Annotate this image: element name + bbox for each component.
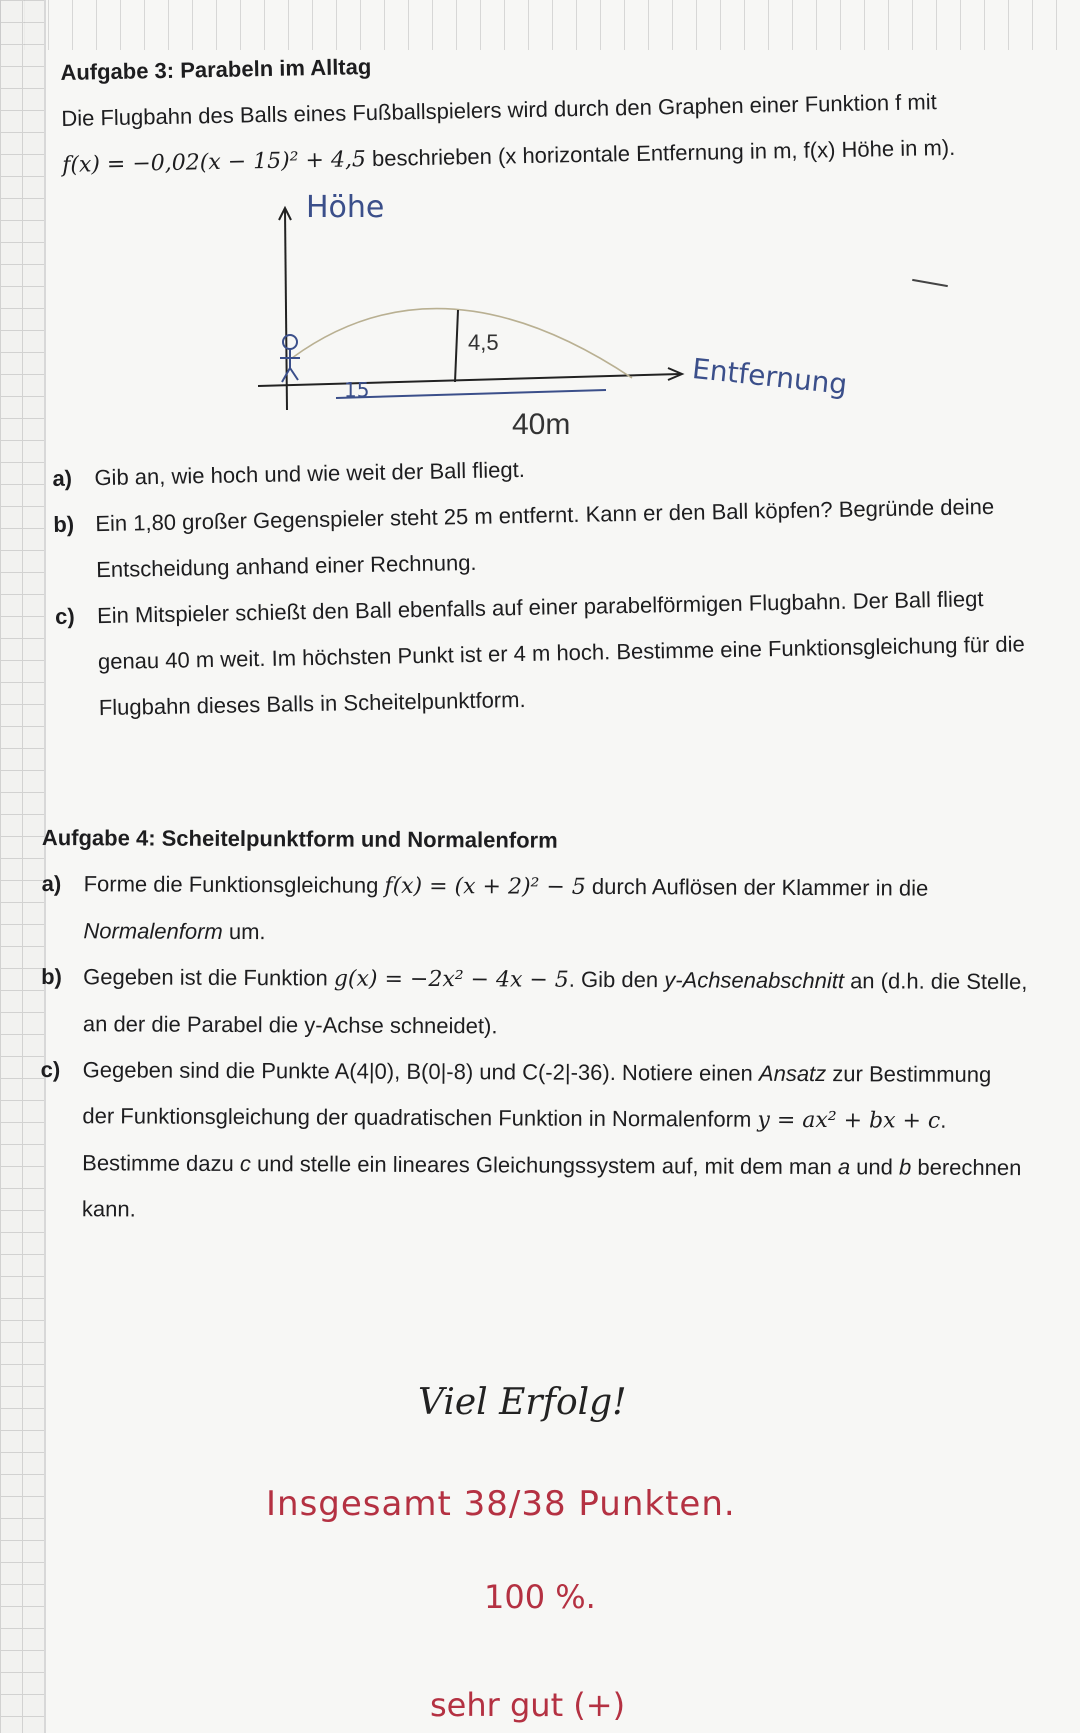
task-4b bbox=[41, 954, 1061, 1052]
text: Forme die Funktionsgleichung bbox=[83, 871, 385, 898]
item-label: c) bbox=[40, 1056, 61, 1083]
text: . Gib den bbox=[568, 966, 665, 993]
text: um. bbox=[222, 918, 266, 945]
task-3c bbox=[55, 575, 1067, 732]
task-4c-line2 bbox=[82, 1093, 1060, 1145]
total-score: Insgesamt 38/38 Punkten. bbox=[266, 1484, 736, 1524]
task-3-title: Aufgabe 3: Parabeln im Alltag bbox=[60, 54, 372, 85]
text: Gegeben ist die Funktion bbox=[83, 964, 334, 991]
task-4a-formula: f(x) = (x + 2)² − 5 bbox=[384, 873, 586, 900]
task-4b-formula: g(x) = −2x² − 4x − 5 bbox=[333, 966, 569, 993]
task-3c-line3: Flugbahn dieses Balls in Scheitelpunktform. bbox=[98, 686, 526, 721]
closing-greeting: Viel Erfolg! bbox=[418, 1382, 627, 1423]
text: und stelle ein lineares Gleichungssystem auf, mit dem man bbox=[250, 1151, 838, 1180]
task-4a-line1 bbox=[84, 861, 1062, 913]
task-4c-formula: y = ax² + bx + c bbox=[757, 1107, 941, 1134]
text: der Funktionsgleichung der quadratischen Funktion in Normalenform bbox=[82, 1103, 758, 1132]
emphasis: a bbox=[837, 1154, 851, 1180]
emphasis: c bbox=[239, 1151, 251, 1177]
text: durch Auflösen der Klammer in die bbox=[585, 873, 929, 901]
task-4a bbox=[41, 861, 1061, 959]
score-percent: 100 %. bbox=[484, 1578, 596, 1616]
grade-note: sehr gut (+) bbox=[430, 1686, 626, 1724]
sketch-vertex-marker bbox=[455, 310, 458, 382]
stick-figure-icon bbox=[280, 335, 300, 382]
sketch-y-axis-label: Höhe bbox=[306, 190, 385, 225]
task-3-items bbox=[52, 437, 1067, 732]
task-3a-line1: Gib an, wie hoch und wie weit der Ball fliegt. bbox=[94, 456, 526, 491]
text: berechnen bbox=[911, 1154, 1022, 1181]
item-label: c) bbox=[54, 603, 75, 629]
text: und bbox=[850, 1154, 900, 1180]
task-3 bbox=[60, 31, 1062, 189]
task-4-title: Aufgabe 4: Scheitelpunktform und Normalenform bbox=[41, 824, 558, 853]
sketch-range-line bbox=[336, 390, 606, 398]
emphasis: Normalenform bbox=[83, 918, 223, 944]
text: Bestimme dazu bbox=[82, 1150, 240, 1177]
task-4c-line4: kann. bbox=[81, 1196, 136, 1222]
sketch-vertex-x-label: 15 bbox=[344, 378, 370, 402]
task-3b-line2: Entscheidung anhand einer Rechnung. bbox=[95, 549, 477, 583]
task-3c-line2: genau 40 m weit. Im höchsten Punkt ist er 4 m hoch. Bestimme eine Funktionsgleichung für die bbox=[97, 631, 1025, 675]
task-4a-line2 bbox=[83, 908, 1061, 959]
item-label: b) bbox=[53, 511, 75, 537]
task-4b-line2: an der die Parabel die y-Achse schneidet). bbox=[82, 1011, 498, 1039]
task-3-intro-line1: Die Flugbahn des Balls eines Fußballspielers wird durch den Graphen einer Funktion f mit bbox=[61, 89, 937, 131]
task-4c bbox=[40, 1047, 1061, 1237]
sketch-range-label: 40m bbox=[512, 408, 571, 441]
text: an (d.h. die Stelle, bbox=[843, 968, 1028, 995]
emphasis: y-Achsenabschnitt bbox=[664, 967, 845, 994]
sketch-peak-label: 4,5 bbox=[468, 330, 499, 355]
text: . bbox=[940, 1107, 947, 1133]
sketch-x-axis-label: Entfernung bbox=[690, 351, 849, 402]
item-label: b) bbox=[41, 963, 62, 990]
sketch-y-axis bbox=[285, 210, 287, 410]
sketch-parabola bbox=[292, 309, 632, 378]
text: Gegeben sind die Punkte A(4|0), B(0|-8) und C(-2|-36). Notiere einen bbox=[82, 1057, 760, 1086]
task-4 bbox=[40, 815, 1062, 1237]
task-4c-line1 bbox=[83, 1047, 1061, 1098]
item-label: a) bbox=[52, 465, 73, 491]
emphasis: b bbox=[898, 1154, 912, 1180]
sketch-x-axis bbox=[258, 374, 680, 386]
task-4b-line1 bbox=[83, 954, 1061, 1006]
text: zur Bestimmung bbox=[826, 1061, 992, 1087]
emphasis: Ansatz bbox=[758, 1060, 827, 1087]
task-3b-line1: Ein 1,80 großer Gegenspieler steht 25 m entfernt. Kann er den Ball köpfen? Begründe deine bbox=[95, 493, 995, 537]
task-3-intro-rest: beschrieben (x horizontale Entfernung in m, f(x) Höhe in m). bbox=[365, 134, 956, 172]
task-3-formula: f(x) = −0,02(x − 15)² + 4,5 bbox=[61, 147, 367, 178]
item-label: a) bbox=[41, 870, 62, 897]
task-4c-line3 bbox=[82, 1140, 1060, 1191]
task-3c-line1: Ein Mitspieler schießt den Ball ebenfalls auf einer parabelförmigen Flugbahn. Der Ball fliegt bbox=[96, 586, 984, 629]
